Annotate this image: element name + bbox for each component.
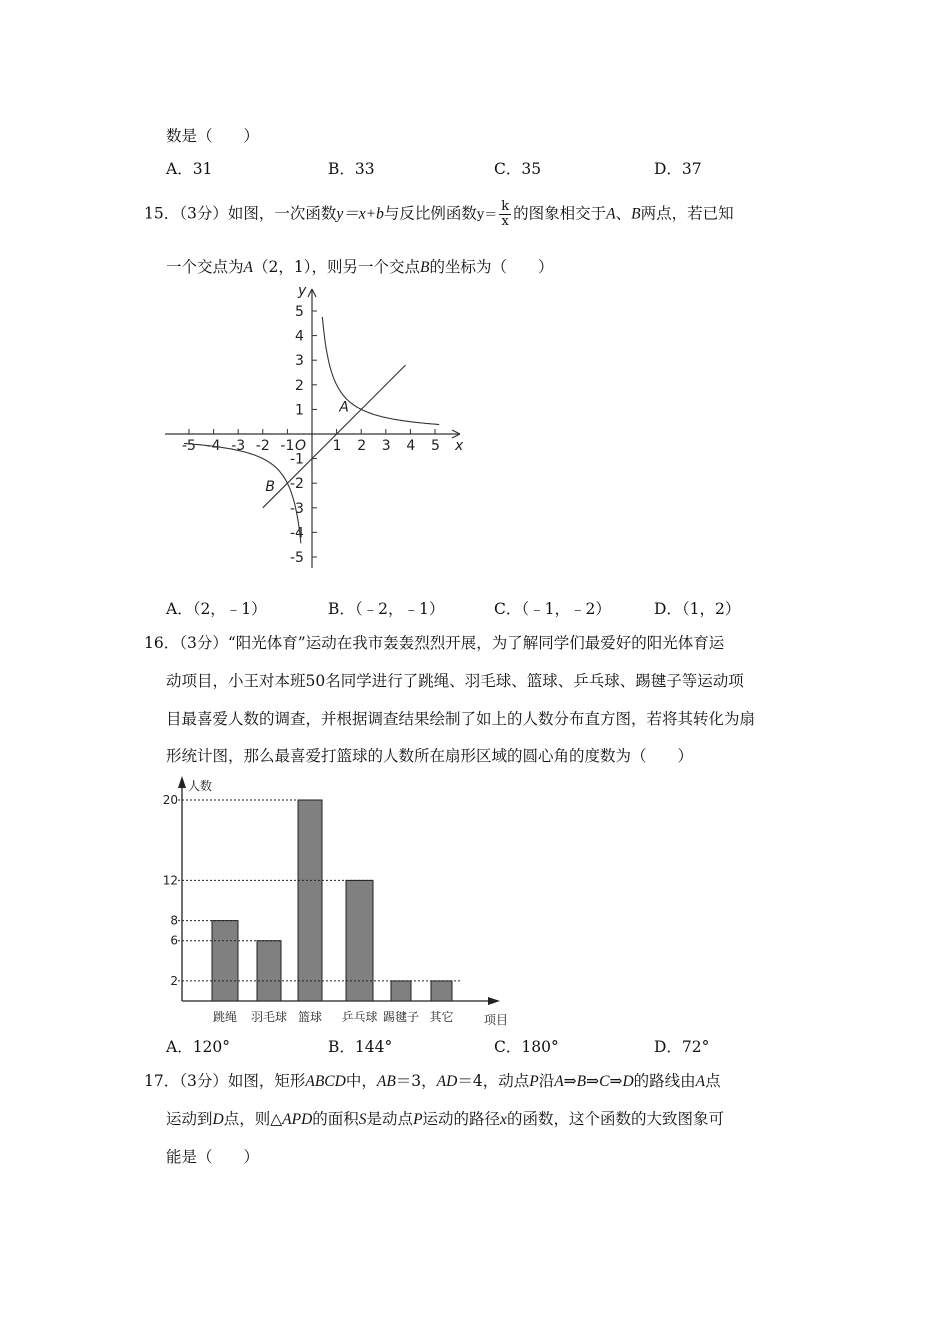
x-tick-label: -3 — [231, 438, 246, 454]
category-label: 篮球 — [297, 1010, 323, 1024]
q15-text: 一个交点为 — [166, 258, 244, 276]
q15-text: 、 — [615, 204, 632, 223]
q14-option-b: B．33 — [328, 160, 375, 178]
y-tick-label: 5 — [295, 304, 304, 320]
q15-option-b: B．（﹣2，﹣1） — [328, 600, 445, 618]
point-b-label: B — [265, 479, 276, 496]
q17-text: 是动点 — [366, 1110, 414, 1128]
q17-point-a: A — [695, 1073, 706, 1090]
q17-text: ＝4，动点 — [457, 1072, 530, 1090]
q16-option-b: B．144° — [328, 1038, 393, 1056]
y-tick-label: 12 — [162, 873, 178, 888]
category-label: 乒乓球 — [341, 1010, 378, 1024]
q17-rect-name: ABCD — [305, 1073, 346, 1090]
q17-line2 — [166, 1108, 724, 1131]
hyperbola-branch-left — [184, 444, 301, 544]
x-tick-label: 5 — [431, 438, 440, 454]
x-axis-label: x — [455, 438, 464, 454]
y-tick-label: -5 — [290, 550, 304, 566]
q17-text: ＝3， — [395, 1072, 437, 1090]
q17-triangle-apd: APD — [282, 1111, 313, 1128]
q15-point-b: B — [419, 259, 430, 276]
category-label: 踢毽子 — [382, 1010, 420, 1024]
q17-point-p: P — [529, 1073, 539, 1090]
x-tick-label: 1 — [332, 438, 342, 454]
q16-number: 16． — [144, 634, 180, 652]
q15-text: （2，1），则另一个交点 — [252, 258, 420, 276]
y-tick-label: -4 — [290, 525, 304, 542]
q16-line4: 形统计图，那么最喜爱打篮球的人数所在扇形区域的圆心角的度数为（ ） — [166, 747, 694, 765]
q17-text: 如图，矩形 — [227, 1072, 306, 1090]
bar-跳绳 — [212, 921, 238, 1001]
q15-number: 15． — [144, 204, 180, 223]
q17-text: 的函数，这个函数的大致图象可 — [506, 1110, 724, 1128]
category-label: 其它 — [429, 1010, 454, 1024]
q17-text: 的面积 — [312, 1110, 359, 1128]
x-tick-label: 4 — [406, 438, 416, 454]
q17-path: A⇒B⇒C⇒D — [554, 1073, 634, 1090]
q16-text: （3分）“阳光体育”运动在我市轰轰烈烈开展，为了解同学们最爱好的阳光体育运 — [179, 634, 725, 652]
q15-fraction — [499, 200, 511, 229]
q14-tail: 数是（ ） — [166, 127, 260, 145]
q17-point-p: P — [413, 1111, 423, 1128]
q14-option-d: D．37 — [654, 160, 702, 178]
bar-篮球 — [298, 800, 322, 1001]
y-tick-label: 2 — [295, 377, 304, 394]
q15-point-a: A — [243, 259, 253, 276]
q15-option-c: C．（﹣1，﹣2） — [494, 600, 611, 618]
q17-text: 点 — [705, 1072, 721, 1090]
q16-option-c: C．180° — [494, 1038, 559, 1056]
x-axis-arrow — [488, 997, 500, 1005]
q15-equation2: y＝ — [476, 207, 498, 223]
bar-羽毛球 — [257, 941, 281, 1001]
q16-line3: 目最喜爱人数的调查，并根据调查结果绘制了如上的人数分布直方图，若将其转化为扇 — [166, 710, 756, 728]
q15-text: 两点，若已知 — [640, 204, 734, 223]
q16-bar-chart — [160, 772, 520, 1034]
y-tick-label: 20 — [162, 793, 178, 807]
q17-segment-ad: AD — [436, 1073, 458, 1090]
x-tick-label: -1 — [280, 438, 295, 454]
bar-踢毽子 — [391, 981, 411, 1001]
q17-text: 中， — [345, 1072, 377, 1090]
fraction-denominator: x — [501, 214, 509, 229]
y-axis-label: 人数 — [188, 779, 213, 793]
bar-乒乓球 — [346, 880, 373, 1001]
q15-equation1: y＝x+b — [336, 205, 384, 223]
q17-text: 点，则△ — [223, 1110, 283, 1128]
q15-text: 的坐标为（ ） — [429, 258, 554, 276]
y-tick-label: -2 — [290, 476, 304, 493]
category-label: 羽毛球 — [250, 1010, 288, 1024]
q17-score: （3分） — [179, 1072, 228, 1090]
q15-text: 的图象相交于 — [513, 204, 607, 223]
q17-text: 沿 — [538, 1072, 555, 1090]
q17-point-d: D — [212, 1111, 224, 1128]
q17-variable-x: x — [500, 1111, 507, 1128]
q17-number: 17． — [144, 1072, 180, 1090]
bar-其它 — [431, 981, 452, 1001]
y-tick-label: 6 — [170, 933, 178, 948]
q14-option-a: A．31 — [166, 160, 213, 178]
y-tick-label: -3 — [290, 500, 304, 517]
q17-text: 运动到 — [166, 1110, 213, 1128]
x-tick-label: 2 — [357, 438, 367, 454]
y-tick-label: 1 — [295, 402, 304, 419]
category-label: 跳绳 — [212, 1010, 238, 1024]
q15-point-b: B — [631, 205, 641, 223]
q15-line2 — [166, 256, 553, 279]
y-tick-label: -1 — [290, 451, 304, 468]
q15-option-d: D．（1，2） — [654, 600, 741, 618]
q15-point-a: A — [606, 205, 616, 223]
x-tick-label: -5 — [182, 438, 196, 454]
q17-text: 的路线由 — [633, 1072, 696, 1090]
y-axis-label: y — [298, 283, 307, 299]
x-axis-label: 项目 — [484, 1013, 509, 1027]
q17-segment-ab: AB — [376, 1073, 396, 1090]
y-tick-label: 2 — [170, 973, 178, 988]
q17-text: 运动的路径 — [422, 1110, 501, 1128]
q17-line1 — [144, 1070, 721, 1093]
q16-line2: 动项目，小王对本班50名同学进行了跳绳、羽毛球、篮球、乒乓球、踢毽子等运动项 — [166, 672, 744, 690]
point-a-label: A — [339, 399, 349, 416]
y-tick-label: 3 — [295, 353, 304, 370]
linear-function-line — [263, 365, 406, 508]
q17-line3: 能是（ ） — [166, 1148, 260, 1166]
q15-text: 如图，一次函数 — [227, 204, 337, 223]
q17-area-s: S — [358, 1111, 367, 1128]
x-tick-label: -4 — [206, 438, 221, 454]
q15-option-a: A．（2，﹣1） — [166, 600, 267, 618]
origin-label: O — [295, 438, 307, 454]
q16-line1 — [144, 632, 724, 654]
q14-option-c: C．35 — [494, 160, 542, 178]
q15-text: 与反比例函数 — [383, 204, 477, 223]
q15-score: （3分） — [179, 204, 228, 223]
q16-option-a: A．120° — [166, 1038, 231, 1056]
q15-function-graph — [155, 283, 475, 573]
y-tick-label: 8 — [170, 913, 178, 928]
y-axis-arrow — [178, 776, 186, 788]
x-tick-label: 3 — [381, 438, 391, 454]
y-tick-label: 4 — [295, 328, 304, 345]
q15-line1 — [144, 200, 734, 229]
x-tick-label: -2 — [255, 438, 270, 454]
q16-option-d: D．72° — [654, 1038, 710, 1056]
fraction-numerator: k — [501, 199, 510, 214]
